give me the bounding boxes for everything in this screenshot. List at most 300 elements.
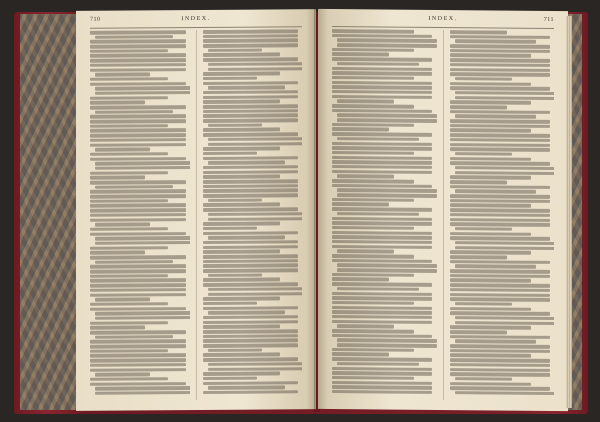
index-entry-line (208, 48, 263, 52)
index-entry-line (332, 254, 414, 258)
index-entry-line (203, 43, 299, 47)
index-entry-line (203, 381, 299, 385)
index-entry-line (337, 263, 437, 267)
index-entry-line (203, 268, 299, 272)
column-divider (443, 30, 444, 400)
index-entry-line (203, 193, 299, 197)
index-entry-line (208, 236, 286, 240)
index-column (90, 30, 190, 401)
index-entry-line (450, 68, 550, 72)
index-entry-line (90, 124, 168, 128)
index-entry-line (332, 231, 432, 235)
index-entry-line (332, 282, 432, 286)
index-entry-line (455, 241, 555, 245)
index-entry-line (450, 49, 550, 53)
index-entry-line (203, 282, 299, 286)
index-entry-line (90, 180, 186, 184)
index-entry-line (90, 194, 186, 198)
index-entry-line (455, 302, 512, 306)
index-entry-line (450, 30, 507, 34)
index-entry-line (332, 127, 389, 131)
left-page-columns (90, 29, 302, 400)
index-entry-line (208, 311, 286, 315)
column-divider (196, 30, 197, 400)
index-entry-line (332, 245, 432, 249)
index-entry-line (203, 390, 299, 394)
index-entry-line (332, 81, 432, 85)
index-entry-line (90, 307, 186, 311)
index-entry-line (450, 100, 532, 104)
index-entry-line (208, 217, 303, 221)
index-entry-line (337, 362, 419, 366)
index-entry-line (203, 315, 299, 319)
index-entry-line (332, 352, 389, 356)
index-entry-line (337, 338, 437, 342)
index-entry-line (90, 283, 186, 287)
index-entry-line (203, 132, 299, 136)
index-entry-line (450, 335, 550, 339)
index-entry-line (203, 240, 299, 244)
index-entry-line (450, 157, 532, 161)
index-entry-line (203, 81, 299, 85)
index-entry-line (208, 86, 286, 90)
index-entry-line (450, 119, 550, 123)
index-entry-line (90, 302, 168, 306)
index-entry-line (332, 301, 414, 305)
index-entry-line (450, 82, 532, 86)
index-entry-line (332, 76, 414, 80)
index-entry-line (208, 287, 303, 291)
left-page (76, 9, 316, 411)
index-entry-line (203, 357, 299, 361)
index-entry-line (203, 109, 299, 113)
index-entry-line (332, 310, 432, 314)
index-entry-line (332, 90, 432, 94)
index-entry-line (90, 330, 186, 334)
index-entry-line (332, 109, 432, 113)
index-entry-line (337, 268, 437, 272)
index-entry-line (203, 264, 299, 268)
index-entry-line (95, 236, 190, 240)
index-entry-line (332, 29, 414, 33)
index-entry-line (203, 231, 299, 235)
index-entry-line (95, 241, 190, 245)
index-entry-line (455, 189, 537, 193)
index-entry-line (208, 212, 303, 216)
index-entry-line (203, 245, 299, 249)
index-entry-line (332, 48, 414, 52)
index-entry-line (90, 63, 186, 67)
index-column (332, 29, 437, 400)
index-entry-line (450, 175, 532, 179)
index-entry-line (203, 147, 281, 151)
index-entry-line (90, 274, 168, 278)
index-entry-line (90, 96, 168, 100)
index-entry-line (95, 260, 173, 264)
index-column (450, 30, 555, 401)
index-entry-line (450, 325, 532, 329)
left-running-head: INDEX. (181, 15, 211, 23)
index-entry-line (90, 105, 186, 109)
index-entry-line (337, 99, 394, 103)
index-entry-line (337, 343, 437, 347)
index-entry-line (450, 372, 550, 376)
index-entry-line (332, 202, 389, 206)
index-entry-line (203, 184, 299, 188)
index-entry-line (450, 297, 550, 301)
left-page-header (90, 15, 302, 26)
index-entry-line (332, 259, 432, 263)
index-entry-line (332, 67, 432, 71)
index-entry-line (332, 95, 432, 99)
index-entry-line (95, 110, 173, 114)
index-entry-line (455, 166, 555, 170)
index-entry-line (203, 254, 299, 258)
index-column (203, 29, 303, 400)
index-entry-line (203, 203, 281, 207)
index-entry-line (332, 57, 432, 61)
index-entry-line (332, 146, 432, 150)
index-entry-line (90, 358, 186, 362)
index-entry-line (455, 246, 555, 250)
index-entry-line (332, 273, 414, 277)
index-entry-line (203, 165, 299, 169)
index-entry-line (95, 166, 190, 170)
index-entry-line (90, 77, 168, 81)
index-entry-line (95, 316, 190, 320)
index-entry-line (90, 218, 186, 222)
index-entry-line (95, 35, 173, 39)
index-entry-line (90, 288, 186, 292)
index-entry-line (95, 373, 150, 377)
index-entry-line (90, 119, 186, 123)
index-entry-line (450, 161, 550, 165)
index-entry-line (450, 255, 507, 259)
index-entry-line (203, 39, 299, 43)
index-entry-line (455, 114, 537, 118)
right-page (318, 9, 568, 411)
index-entry-line (332, 142, 432, 146)
index-entry-line (90, 199, 168, 203)
index-entry-line (90, 208, 186, 212)
index-entry-line (337, 113, 437, 117)
index-entry-line (332, 104, 414, 108)
index-entry-line (332, 315, 432, 319)
index-entry-line (90, 354, 186, 358)
index-entry-line (337, 193, 437, 197)
index-entry-line (90, 30, 186, 34)
index-entry-line (450, 269, 550, 273)
index-entry-line (90, 44, 186, 48)
index-entry-line (203, 29, 299, 33)
index-entry-line (450, 358, 550, 362)
index-entry-line (332, 306, 432, 310)
index-entry-line (90, 269, 186, 273)
index-entry-line (95, 161, 190, 165)
index-entry-line (332, 240, 432, 244)
index-entry-line (90, 368, 186, 372)
index-entry-line (203, 250, 281, 254)
index-entry-line (450, 213, 550, 217)
index-entry-line (203, 100, 281, 104)
index-entry-line (450, 208, 550, 212)
index-entry-line (450, 110, 550, 114)
index-entry-line (90, 349, 168, 353)
index-entry-line (90, 255, 186, 259)
index-entry-line (450, 105, 507, 109)
index-entry-line (95, 185, 173, 189)
index-entry-line (332, 123, 414, 127)
index-entry-line (90, 339, 186, 343)
index-entry-line (203, 376, 258, 380)
index-entry-line (450, 293, 550, 297)
index-entry-line (90, 213, 186, 217)
index-entry-line (450, 86, 550, 90)
index-entry-line (90, 363, 186, 367)
index-entry-line (90, 326, 145, 330)
index-entry-line (450, 147, 550, 151)
index-entry-line (450, 260, 550, 264)
index-entry-line (332, 320, 432, 324)
index-entry-line (95, 91, 190, 95)
index-entry-line (203, 90, 299, 94)
index-entry-line (203, 53, 281, 57)
right-page-number: 711 (543, 16, 554, 23)
index-entry-line (450, 307, 532, 311)
index-entry-line (455, 227, 512, 231)
index-entry-line (450, 382, 532, 386)
index-entry-line (450, 386, 550, 390)
index-entry-line (332, 376, 414, 380)
index-entry-line (450, 288, 550, 292)
index-entry-line (90, 279, 186, 283)
index-entry-line (450, 344, 550, 348)
index-entry-line (450, 368, 550, 372)
index-entry-line (332, 329, 414, 333)
index-entry-line (90, 133, 186, 137)
index-entry-line (203, 34, 299, 38)
index-entry-line (203, 72, 281, 76)
index-entry-line (203, 339, 299, 343)
index-entry-line (332, 381, 432, 385)
index-entry-line (455, 91, 555, 95)
index-entry-line (203, 343, 299, 347)
index-entry-line (450, 128, 532, 132)
index-entry-line (450, 124, 550, 128)
index-entry-line (450, 363, 550, 367)
index-entry-line (208, 161, 286, 165)
index-entry-line (90, 189, 186, 193)
index-entry-line (332, 34, 432, 38)
index-entry-line (203, 179, 299, 183)
index-entry-line (95, 311, 190, 315)
index-entry-line (203, 226, 258, 230)
index-entry-line (90, 232, 186, 236)
index-entry-line (450, 180, 507, 184)
index-entry-line (203, 156, 299, 160)
index-entry-line (450, 138, 550, 142)
index-entry-line (95, 86, 190, 90)
index-entry-line (203, 353, 281, 357)
index-entry-line (337, 137, 419, 141)
index-entry-line (90, 264, 186, 268)
index-entry-line (332, 132, 432, 136)
index-entry-line (450, 58, 550, 62)
index-entry-line (337, 38, 437, 42)
index-entry-line (450, 232, 532, 236)
index-entry-line (90, 251, 145, 255)
index-entry-line (208, 137, 303, 141)
index-entry-line (203, 170, 299, 174)
index-entry-line (337, 212, 419, 216)
index-entry-line (450, 218, 550, 222)
index-entry-line (95, 73, 150, 77)
index-entry-line (203, 104, 299, 108)
index-entry-line (208, 123, 263, 127)
index-entry-line (90, 382, 186, 386)
index-entry-line (332, 226, 414, 230)
index-entry-line (450, 203, 532, 207)
index-entry-line (332, 198, 414, 202)
index-entry-line (332, 207, 432, 211)
header-rule (90, 26, 302, 28)
index-entry-line (90, 129, 186, 133)
right-page-columns (332, 29, 554, 401)
index-entry-line (90, 227, 168, 231)
index-entry-line (332, 165, 432, 169)
index-entry-line (203, 320, 299, 324)
index-entry-line (90, 82, 186, 86)
index-entry-line (90, 68, 186, 72)
index-entry-line (337, 287, 419, 291)
index-entry-line (450, 72, 550, 76)
index-entry-line (332, 371, 432, 375)
index-entry-line (450, 274, 550, 278)
index-entry-line (208, 348, 263, 352)
index-entry-line (450, 35, 550, 39)
index-entry-line (337, 62, 419, 66)
index-entry-line (95, 223, 150, 227)
index-entry-line (203, 325, 281, 329)
index-entry-line (90, 138, 186, 142)
index-entry-line (455, 377, 512, 381)
index-entry-line (455, 264, 537, 268)
index-entry-line (203, 301, 258, 305)
index-entry-line (203, 372, 281, 376)
index-entry-line (95, 335, 173, 339)
index-entry-line (203, 151, 258, 155)
index-entry-line (203, 306, 299, 310)
index-entry-line (203, 189, 299, 193)
index-entry-line (90, 143, 186, 147)
index-entry-line (95, 148, 150, 152)
index-entry-line (455, 316, 555, 320)
index-entry-line (203, 297, 281, 301)
index-entry-line (450, 330, 507, 334)
index-entry-line (90, 344, 186, 348)
index-entry-line (208, 362, 303, 366)
index-entry-line (95, 391, 190, 395)
index-entry-line (450, 222, 550, 226)
index-entry-line (208, 367, 303, 371)
index-entry-line (450, 44, 550, 48)
index-entry-line (332, 151, 414, 155)
index-entry-line (208, 67, 303, 71)
index-entry-line (332, 156, 432, 160)
index-entry-line (332, 296, 432, 300)
index-entry-line (337, 188, 437, 192)
index-entry-line (95, 298, 150, 302)
index-entry-line (450, 250, 532, 254)
index-entry-line (95, 386, 190, 390)
index-entry-line (450, 143, 550, 147)
index-entry-line (450, 311, 550, 315)
index-entry-line (203, 207, 299, 211)
index-entry-line (332, 235, 432, 239)
index-entry-line (450, 133, 550, 137)
index-entry-line (455, 39, 537, 43)
index-entry-line (90, 171, 168, 175)
index-entry-line (203, 118, 299, 122)
index-entry-line (90, 377, 168, 381)
index-entry-line (90, 293, 186, 297)
index-entry-line (332, 367, 432, 371)
right-running-head: INDEX. (428, 15, 458, 23)
index-entry-line (208, 62, 303, 66)
index-entry-line (203, 114, 299, 118)
index-entry-line (450, 199, 550, 203)
index-entry-line (203, 128, 281, 132)
index-entry-line (455, 96, 555, 100)
index-entry-line (203, 259, 299, 263)
index-entry-line (203, 95, 299, 99)
index-entry-line (332, 385, 432, 389)
index-entry-line (455, 152, 512, 156)
index-entry-line (450, 194, 550, 198)
index-entry-line (450, 353, 532, 357)
index-entry-line (332, 390, 432, 394)
index-entry-line (332, 170, 432, 174)
index-entry-line (337, 249, 394, 253)
index-entry-line (450, 236, 550, 240)
index-entry-line (332, 221, 432, 225)
right-page-header (332, 15, 554, 27)
index-entry-line (450, 53, 532, 57)
index-entry-line (450, 283, 550, 287)
index-entry-line (90, 39, 186, 43)
index-entry-line (332, 217, 432, 221)
index-entry-line (337, 43, 437, 47)
index-entry-line (90, 54, 186, 58)
index-entry-line (203, 76, 258, 80)
index-entry-line (90, 176, 145, 180)
open-book (14, 4, 588, 418)
index-entry-line (90, 246, 168, 250)
page-edges (566, 16, 572, 408)
index-entry-line (337, 324, 394, 328)
index-entry-line (337, 174, 394, 178)
index-entry-line (332, 357, 432, 361)
index-entry-line (90, 58, 186, 62)
index-entry-line (450, 349, 550, 353)
index-entry-line (332, 160, 432, 164)
index-entry-line (450, 278, 532, 282)
index-entry-line (208, 273, 263, 277)
marbled-endpaper-left (20, 14, 76, 410)
index-entry-line (203, 329, 299, 333)
index-entry-line (332, 52, 389, 56)
index-entry-line (203, 334, 299, 338)
